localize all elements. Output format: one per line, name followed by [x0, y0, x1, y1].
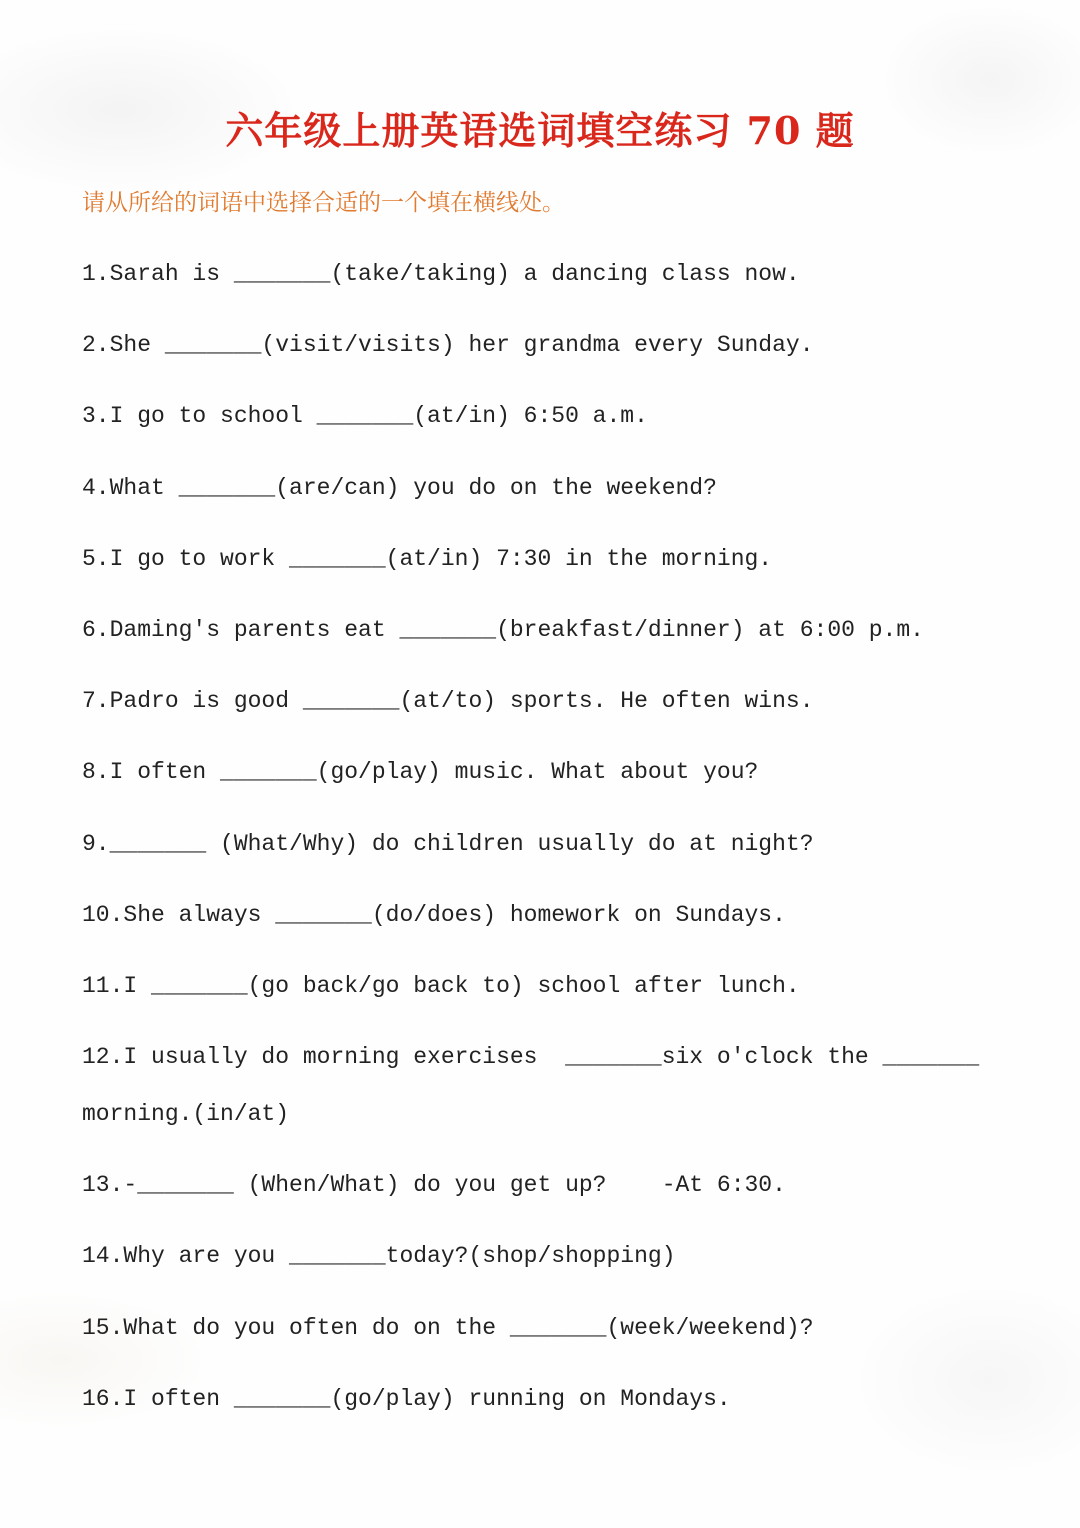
question-11: 11.I _______(go back/go back to) school after lunch.: [82, 972, 800, 999]
question-1: 1.Sarah is _______(take/taking) a dancing class now.: [82, 261, 800, 287]
question-3: 3.I go to school _______(at/in) 6:50 a.m.: [82, 403, 648, 430]
question-10: 10.She always _______(do/does) homework on Sundays.: [82, 901, 786, 928]
question-9: 9._______ (What/Why) do children usually do at night?: [82, 830, 814, 857]
question-5: 5.I go to work _______(at/in) 7:30 in the morning.: [82, 545, 773, 572]
question-4: 4.What _______(are/can) you do on the weekend?: [82, 474, 717, 501]
question-8: 8.I often _______(go/play) music. What about you?: [82, 759, 759, 786]
question-12-line-2: morning.(in/at): [82, 1101, 290, 1128]
question-7: 7.Padro is good _______(at/to) sports. He often wins.: [82, 688, 814, 715]
question-12: [82, 1037, 979, 1134]
question-16: 16.I often _______(go/play) running on Mondays.: [82, 1385, 731, 1412]
question-12-line-1: 12.I usually do morning exercises _______six o'clock the _______: [82, 1044, 980, 1071]
worksheet-title: 六年级上册英语选词填空练习 70 题: [225, 108, 855, 153]
question-14: 14.Why are you _______today?(shop/shopping): [82, 1243, 676, 1270]
question-15: 15.What do you often do on the _______(week/weekend)?: [82, 1314, 814, 1341]
instruction-text: 请从所给的词语中选择合适的一个填在横线处。: [82, 190, 565, 216]
question-list: [82, 254, 979, 1450]
question-13: 13.-_______ (When/What) do you get up? -At 6:30.: [82, 1172, 786, 1199]
question-6: 6.Daming's parents eat _______(breakfast/dinner) at 6:00 p.m.: [82, 616, 924, 643]
question-2: 2.She _______(visit/visits) her grandma every Sunday.: [82, 332, 814, 359]
